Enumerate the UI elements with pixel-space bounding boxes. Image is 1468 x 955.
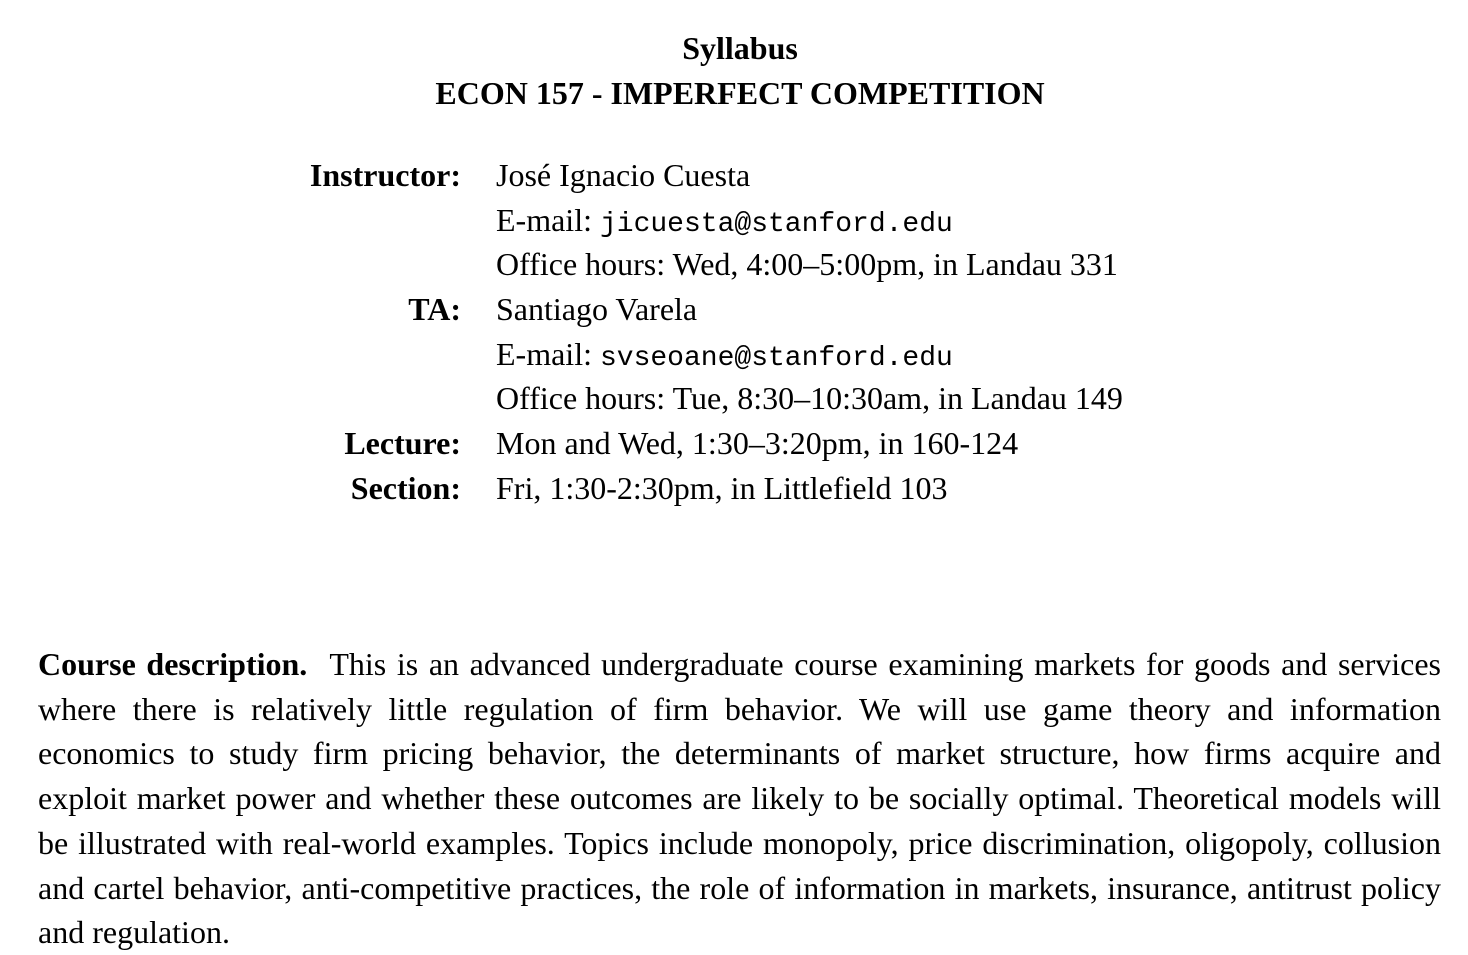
section-label: Section: [350, 469, 461, 506]
instructor-office-hours: Office hours: Wed, 4:00–5:00pm, in Landau 331 [496, 246, 1118, 283]
ta-email-line [496, 332, 953, 382]
ta-email[interactable]: svseoane@stanford.edu [599, 342, 953, 374]
section-row [0, 466, 1468, 511]
course-title: ECON 157 - IMPERFECT COMPETITION [435, 75, 1045, 111]
ta-email-label: E-mail: [496, 335, 592, 372]
ta-name: Santiago Varela [496, 291, 698, 328]
description-heading: Course description. [38, 646, 308, 682]
instructor-name: José Ignacio Cuesta [496, 157, 751, 193]
ta-label: TA: [408, 291, 461, 328]
instructor-email-label: E-mail: [496, 201, 592, 238]
ta-office-hours: Office hours: Tue, 8:30–10:30am, in Landau 149 [496, 380, 1123, 417]
instructor-hours-row [0, 242, 1468, 287]
section-value: Fri, 1:30-2:30pm, in Littlefield 103 [496, 469, 948, 506]
ta-row [0, 287, 1468, 332]
lecture-label: Lecture: [344, 425, 461, 462]
course-description [38, 642, 1441, 955]
lecture-row [0, 421, 1468, 466]
ta-email-row [0, 332, 1468, 377]
instructor-email[interactable]: jicuesta@stanford.edu [599, 208, 953, 240]
ta-hours-row [0, 376, 1468, 421]
page-title: Syllabus [682, 30, 798, 66]
course-info-table [0, 153, 1468, 511]
instructor-email-line [496, 198, 953, 248]
instructor-row [0, 153, 1468, 198]
instructor-email-row [0, 198, 1468, 243]
description-text: This is an advanced undergraduate course examining markets for goods and services where there is relatively little regulation of firm behavior. We will use game theory and information economics to study firm pricing behavior, the determinants of market structure, how firms acquire and exploit market power and whether these outcomes are likely to be socially optimal. Theoretical models will be illustrated with real-world examples. Topics include monopoly, price discrimination, oligopoly, collusion and cartel behavior, anti-competitive practices, the role of information in markets, insurance, antitrust policy and regulation. [38, 646, 1442, 951]
title-block [0, 26, 1468, 116]
lecture-value: Mon and Wed, 1:30–3:20pm, in 160-124 [496, 425, 1019, 462]
instructor-label: Instructor: [309, 157, 461, 193]
